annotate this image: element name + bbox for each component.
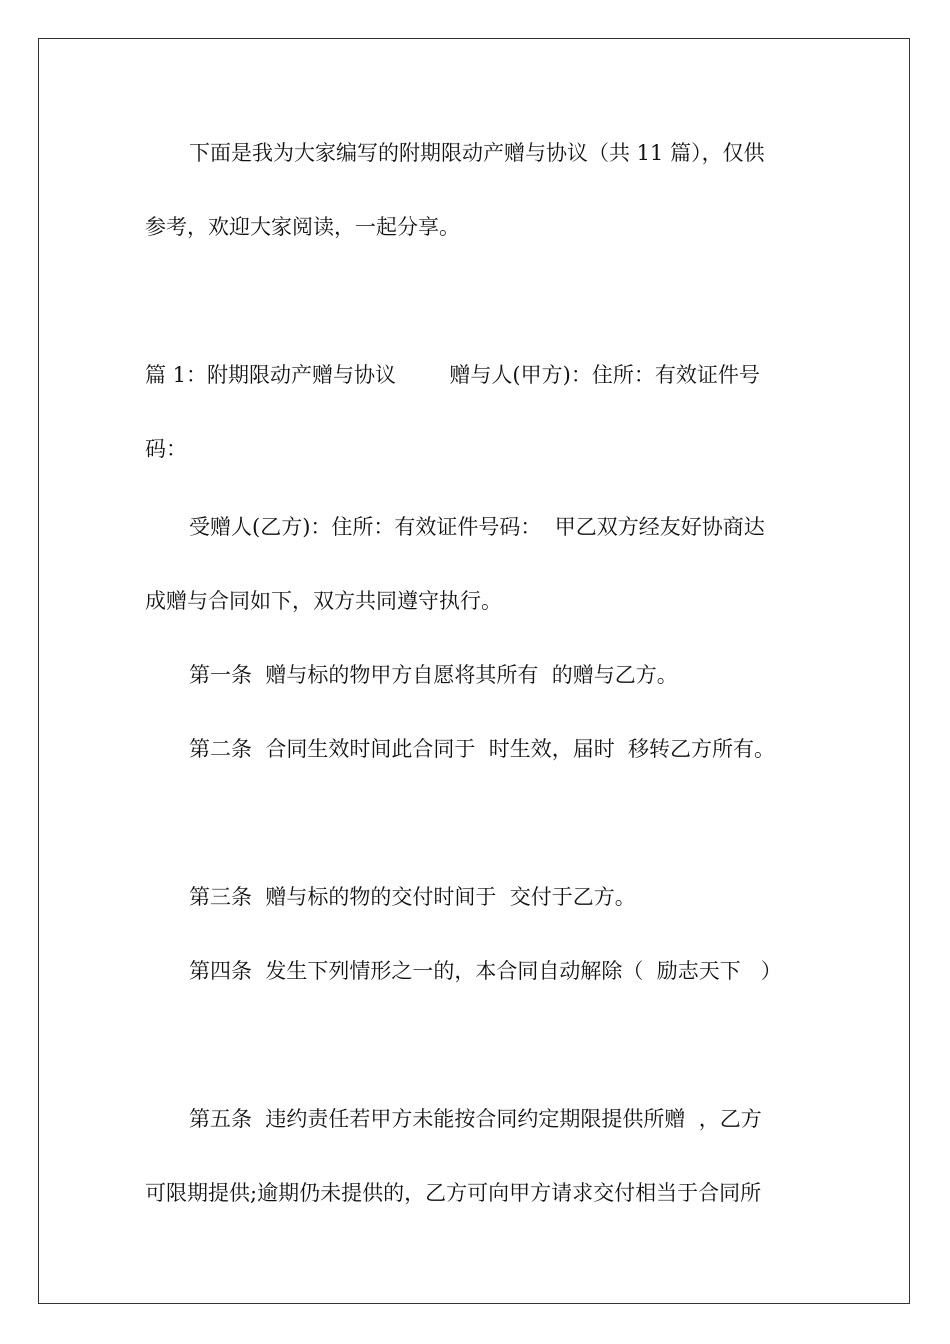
paragraph-intro-line-1: 下面是我为大家编写的附期限动产赠与协议（共 11 篇），仅供 [189, 141, 765, 165]
clause-5-line-2: 可限期提供;逾期仍未提供的，乙方可向甲方请求交付相当于合同所 [145, 1181, 762, 1205]
recipient-line-2: 成赠与合同如下，双方共同遵守执行。 [145, 589, 502, 613]
paragraph-intro-line-2: 参考，欢迎大家阅读，一起分享。 [145, 215, 460, 239]
clause-3: 第三条 赠与标的物的交付时间于 交付于乙方。 [189, 885, 636, 909]
clause-1: 第一条 赠与标的物甲方自愿将其所有 的赠与乙方。 [189, 663, 678, 687]
clause-2: 第二条 合同生效时间此合同于 时生效，届时 移转乙方所有。 [189, 737, 776, 761]
recipient-line-1: 受赠人(乙方)：住所：有效证件号码： 甲乙双方经友好协商达 [189, 515, 765, 539]
article-1-heading-line-2: 码： [145, 437, 187, 461]
article-1-heading-line-1: 篇 1：附期限动产赠与协议 赠与人(甲方)：住所：有效证件号 [145, 363, 760, 387]
clause-5-line-1: 第五条 违约责任若甲方未能按合同约定期限提供所赠 ，乙方 [189, 1107, 762, 1131]
clause-4: 第四条 发生下列情形之一的，本合同自动解除（ 励志天下 ） [189, 959, 782, 983]
